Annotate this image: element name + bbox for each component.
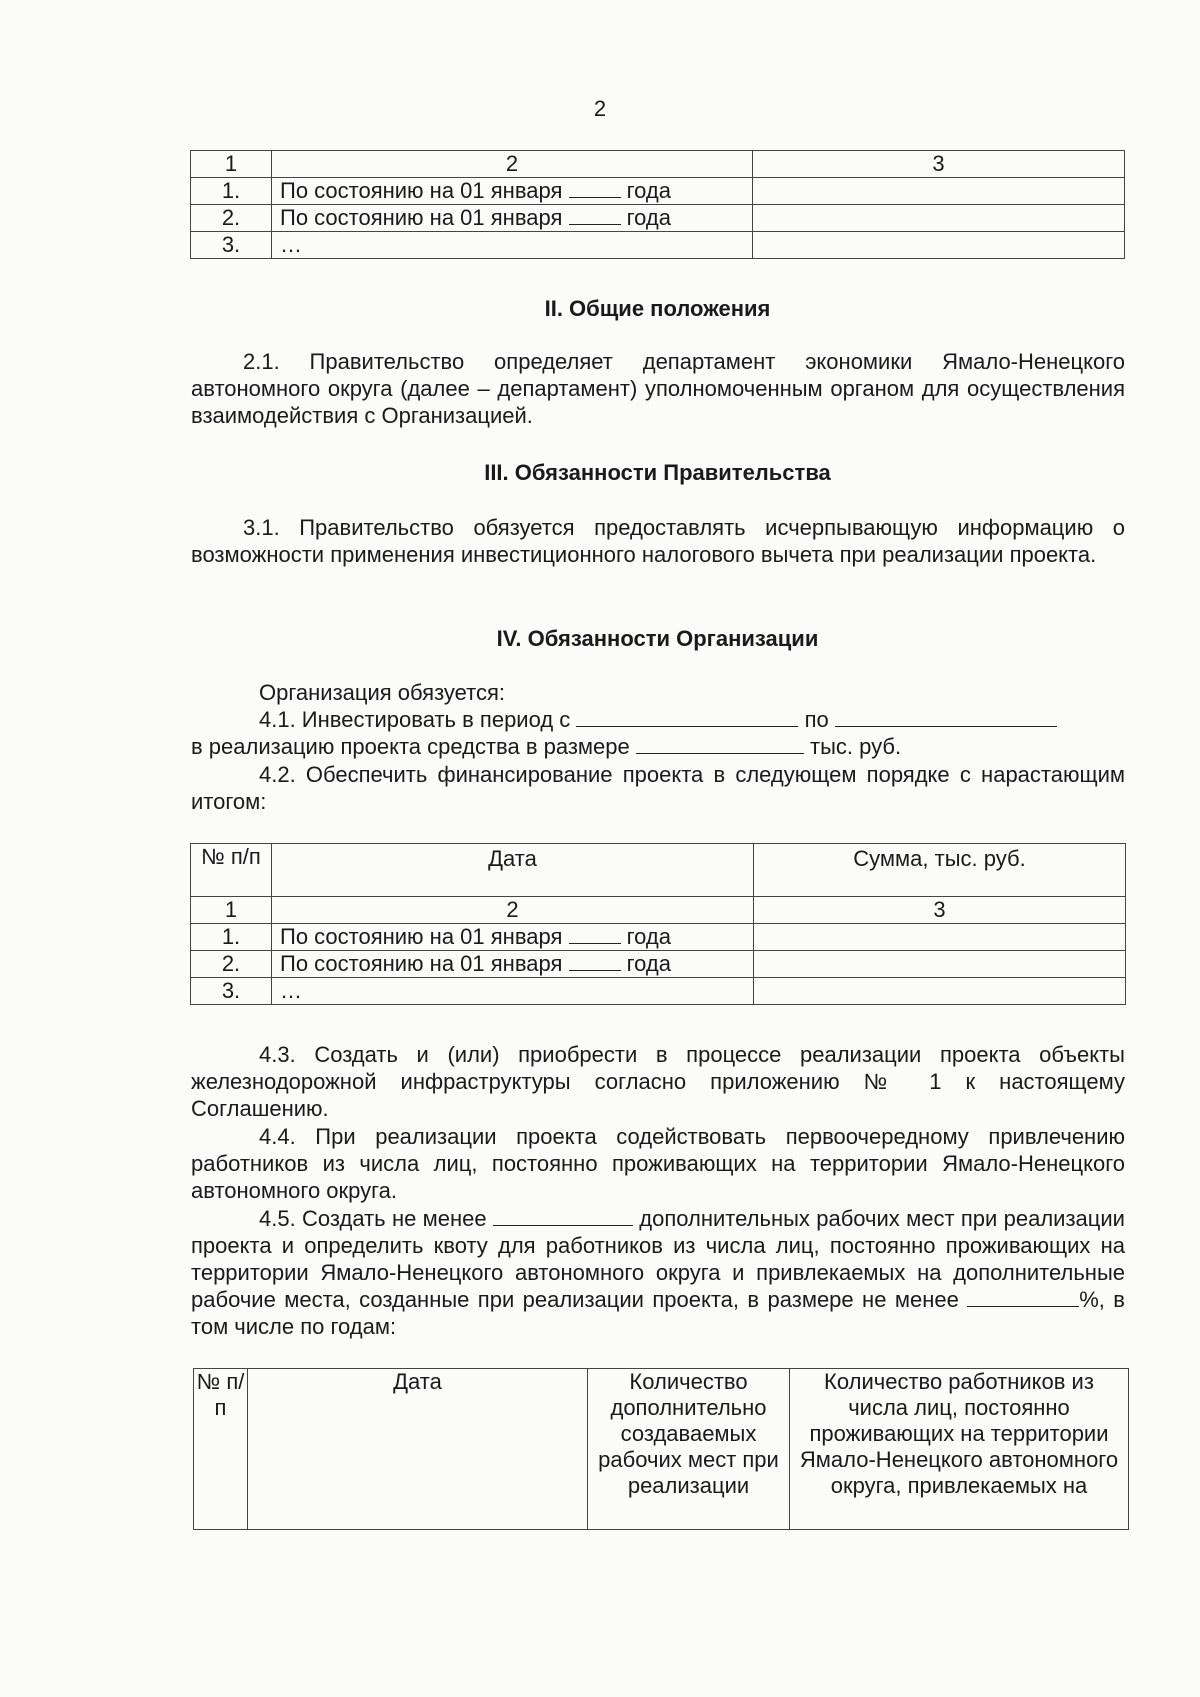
paragraph-4-intro: Организация обязуется: <box>259 680 506 705</box>
paragraph-4-1-line2: в реализацию проекта средства в размере тыс. руб. <box>191 734 902 759</box>
section-heading-2: II. Общие положения <box>544 296 771 321</box>
page-number: 2 <box>593 96 607 121</box>
table-header-row <box>191 844 1126 897</box>
col-header-date: Дата <box>272 844 754 897</box>
row-date: По состоянию на 01 января года <box>272 178 753 205</box>
row-number: 2. <box>191 205 272 232</box>
paragraph-4-4: 4.4. При реализации проекта содействовать первоочередному привлечению работников из числа лиц, постоянно проживающих на территории Ямало-Ненецкого автономного округа. <box>191 1124 1125 1203</box>
col-index-2: 2 <box>272 151 753 178</box>
financing-table <box>190 843 1126 1005</box>
paragraph-4-3: 4.3. Создать и (или) приобрести в процессе реализации проекта объекты железнодорожной инфраструктуры согласно приложению № 1 к настоящему Соглашению. <box>191 1042 1125 1121</box>
col-header-new-workplaces: Количество дополнительно создаваемых рабочих мест при реализации <box>588 1369 790 1530</box>
paragraph-4-5: 4.5. Создать не менее дополнительных рабочих мест при реализации проекта и определить квоту для работников из числа лиц, постоянно проживающих на территории Ямало-Ненецкого автономного округа и привлекаемых на дополнительные рабочие места, созданные при реализации проекта, в размере не менее %, в том числе по годам: <box>191 1206 1125 1339</box>
table-row <box>191 205 1125 232</box>
row-date: По состоянию на 01 января года <box>272 924 754 951</box>
col-header-sum: Сумма, тыс. руб. <box>754 844 1126 897</box>
row-date: По состоянию на 01 января года <box>272 951 754 978</box>
workplaces-table <box>193 1368 1129 1530</box>
col-header-date: Дата <box>248 1369 588 1530</box>
row-number: 1. <box>191 178 272 205</box>
table-header-row <box>191 151 1125 178</box>
table-header-row <box>194 1369 1129 1530</box>
row-number: 3. <box>191 232 272 259</box>
table-row <box>191 924 1126 951</box>
section-heading-4: IV. Обязанности Организации <box>496 626 819 651</box>
col-index-2: 2 <box>272 897 754 924</box>
table-row <box>191 232 1125 259</box>
section-heading-3: III. Обязанности Правительства <box>484 460 831 485</box>
row-amount <box>753 205 1125 232</box>
col-header-local-workers: Количество работников из числа лиц, постоянно проживающих на территории Ямало-Ненецкого автономного округа, привлекаемых на <box>790 1369 1129 1530</box>
row-number: 1. <box>191 924 272 951</box>
row-amount <box>753 178 1125 205</box>
paragraph-2-1: 2.1. Правительство определяет департамент экономики Ямало-Ненецкого автономного округа (далее – департамент) уполномоченным органом для осуществления взаимодействия с Организацией. <box>191 349 1125 428</box>
col-header-number: № п/п <box>191 844 272 897</box>
table-row <box>191 178 1125 205</box>
row-amount <box>754 951 1126 978</box>
schedule-table-top <box>190 150 1125 259</box>
paragraph-4-1-line1: 4.1. Инвестировать в период с по <box>259 706 1193 733</box>
col-header-number: № п/п <box>194 1369 248 1530</box>
col-index-1: 1 <box>191 897 272 924</box>
row-date: … <box>272 232 753 259</box>
row-number: 2. <box>191 951 272 978</box>
row-amount <box>754 978 1126 1005</box>
col-index-3: 3 <box>753 151 1125 178</box>
row-date: По состоянию на 01 января года <box>272 205 753 232</box>
row-amount <box>754 924 1126 951</box>
col-index-3: 3 <box>754 897 1126 924</box>
paragraph-3-1: 3.1. Правительство обязуется предоставлять исчерпывающую информацию о возможности применения инвестиционного налогового вычета при реализации проекта. <box>191 515 1125 567</box>
table-row <box>191 951 1126 978</box>
table-index-row <box>191 897 1126 924</box>
row-date: … <box>272 978 754 1005</box>
col-index-1: 1 <box>191 151 272 178</box>
row-number: 3. <box>191 978 272 1005</box>
row-amount <box>753 232 1125 259</box>
table-row <box>191 978 1126 1005</box>
paragraph-4-2: 4.2. Обеспечить финансирование проекта в следующем порядке с нарастающим итогом: <box>191 762 1125 814</box>
